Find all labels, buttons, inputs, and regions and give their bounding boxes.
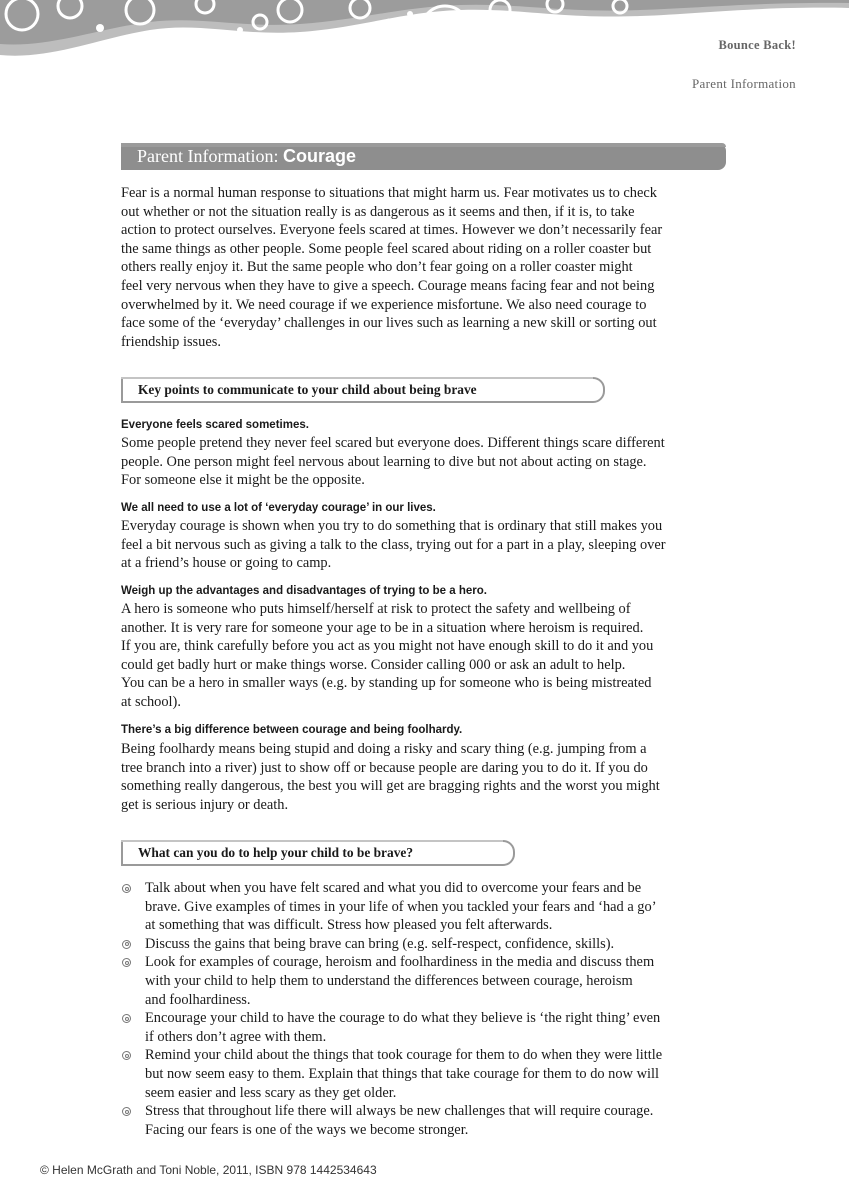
key-point-title: Weigh up the advantages and disadvantages of trying to be a hero.	[121, 585, 487, 597]
page-title-prefix: Parent Information:	[137, 146, 283, 166]
key-point-body	[121, 517, 733, 573]
key-point-line: tree branch into a river) just to show off or because people are daring you to do it. If you do	[121, 759, 648, 776]
intro-line: friendship issues.	[121, 333, 221, 350]
intro-line: overwhelmed by it. We need courage if we experience misfortune. We also need courage to	[121, 296, 647, 313]
bullet-line: Discuss the gains that being brave can bring (e.g. self-respect, confidence, skills).	[145, 935, 615, 952]
intro-line: Fear is a normal human response to situations that might harm us. Fear motivates us to check	[121, 185, 657, 201]
target-bullet-icon	[122, 884, 131, 893]
bullet-line: Talk about when you have felt scared and what you did to overcome your fears and be	[145, 880, 642, 896]
key-point-line: at a friend’s house or going to camp.	[121, 555, 332, 572]
intro-paragraph	[121, 184, 733, 351]
copyright-footer: © Helen McGrath and Toni Noble, 2011, ISBN 978 1442534643	[40, 1163, 377, 1177]
key-point-body	[121, 600, 733, 712]
bullet-line: Facing our fears is one of the ways we become stronger.	[145, 1121, 469, 1138]
key-point-line: get is serious injury or death.	[121, 796, 289, 813]
target-bullet-icon	[122, 1051, 131, 1060]
help-heading: What can you do to help your child to be brave?	[138, 845, 414, 860]
key-point-line: at school).	[121, 693, 181, 710]
list-item	[121, 1102, 741, 1139]
key-points-heading: Key points to communicate to your child about being brave	[138, 382, 477, 397]
list-item	[121, 953, 741, 1009]
key-point-title: Everyone feels scared sometimes.	[121, 419, 309, 431]
bullet-line: Look for examples of courage, heroism and foolhardiness in the media and discuss them	[145, 954, 655, 971]
key-point-line: feel a bit nervous such as giving a talk to the class, trying out for a part in a play, sleeping over	[121, 536, 666, 553]
bullet-line: brave. Give examples of times in your life of when you tackled your fears and ‘had a go’	[145, 898, 657, 915]
intro-line: feel very nervous when they have to give a speech. Courage means facing fear and not being	[121, 277, 655, 294]
page-title-topic: Courage	[282, 146, 356, 166]
target-bullet-icon	[122, 1107, 131, 1116]
list-item	[121, 1046, 741, 1102]
list-item	[121, 1009, 741, 1046]
bullet-line: Remind your child about the things that took courage for them to do when they were little	[145, 1047, 663, 1064]
target-bullet-icon	[122, 940, 131, 949]
target-bullet-icon	[122, 1014, 131, 1023]
list-item	[121, 879, 741, 935]
bullet-line: but now seem easy to them. Explain that things that take courage for them to do now will	[145, 1065, 659, 1082]
page-title	[137, 146, 356, 167]
key-point-line: For someone else it might be the opposite.	[121, 472, 365, 489]
bullet-line: Encourage your child to have the courage to do what they believe is ‘the right thing’ even	[145, 1010, 661, 1027]
bullet-line: if others don’t agree with them.	[145, 1028, 327, 1045]
bullet-line: seem easier and less scary as they get older.	[145, 1084, 397, 1101]
key-point-title: We all need to use a lot of ‘everyday courage’ in our lives.	[121, 502, 436, 514]
key-point-line: something really dangerous, the best you will get are bragging rights and the worst you might	[121, 778, 660, 795]
intro-line: out whether or not the situation really is as dangerous as it seems and then, if it is, to take	[121, 203, 635, 220]
key-point-line: Everyday courage is shown when you try to do something that is ordinary that still makes you	[121, 518, 663, 534]
intro-line: others really enjoy it. But the same people who don’t fear going on a roller coaster might	[121, 259, 633, 276]
key-point-line: another. It is very rare for someone your age to be in a situation where heroism is required.	[121, 619, 644, 636]
key-point-line: If you are, think carefully before you act as you might not have enough skill to do it and you	[121, 638, 654, 655]
bullet-line: at something that was difficult. Stress how pleased you felt afterwards.	[145, 917, 553, 934]
bullet-line: and foolhardiness.	[145, 991, 251, 1008]
bullet-line: with your child to help them to understand the differences between courage, heroism	[145, 972, 633, 989]
key-point-body	[121, 740, 733, 814]
bullet-line: Stress that throughout life there will always be new challenges that will require courage.	[145, 1103, 654, 1120]
key-point-line: Being foolhardy means being stupid and doing a risky and scary thing (e.g. jumping from a	[121, 741, 647, 757]
key-point-line: You can be a hero in smaller ways (e.g. by standing up for someone who is being mistreated	[121, 675, 652, 692]
key-point-body	[121, 434, 733, 490]
intro-line: the same things as other people. Some people feel scared about riding on a roller coaster but	[121, 240, 652, 257]
key-point-title: There’s a big difference between courage and being foolhardy.	[121, 724, 463, 736]
key-points-heading-box	[121, 377, 605, 403]
page-title-bar	[121, 143, 726, 170]
help-bullet-list	[121, 879, 741, 1139]
header-decoration	[0, 0, 849, 70]
brand-label: Bounce Back!	[718, 38, 796, 52]
key-point-line: could get badly hurt or make things worse. Consider calling 000 or ask an adult to help.	[121, 656, 626, 673]
target-bullet-icon	[122, 958, 131, 967]
intro-line: face some of the ‘everyday’ challenges in our lives such as learning a new skill or sorting out	[121, 315, 657, 332]
section-label: Parent Information	[692, 76, 796, 91]
intro-line: action to protect ourselves. Everyone feels scared at times. However we don’t necessarily fear	[121, 222, 663, 239]
list-item	[121, 935, 741, 954]
key-point-line: Some people pretend they never feel scared but everyone does. Different things scare different	[121, 435, 665, 451]
key-point-line: A hero is someone who puts himself/herself at risk to protect the safety and wellbeing of	[121, 601, 631, 617]
key-point-line: people. One person might feel nervous about learning to dive but not about acting on stage.	[121, 453, 647, 470]
help-heading-box	[121, 840, 515, 866]
